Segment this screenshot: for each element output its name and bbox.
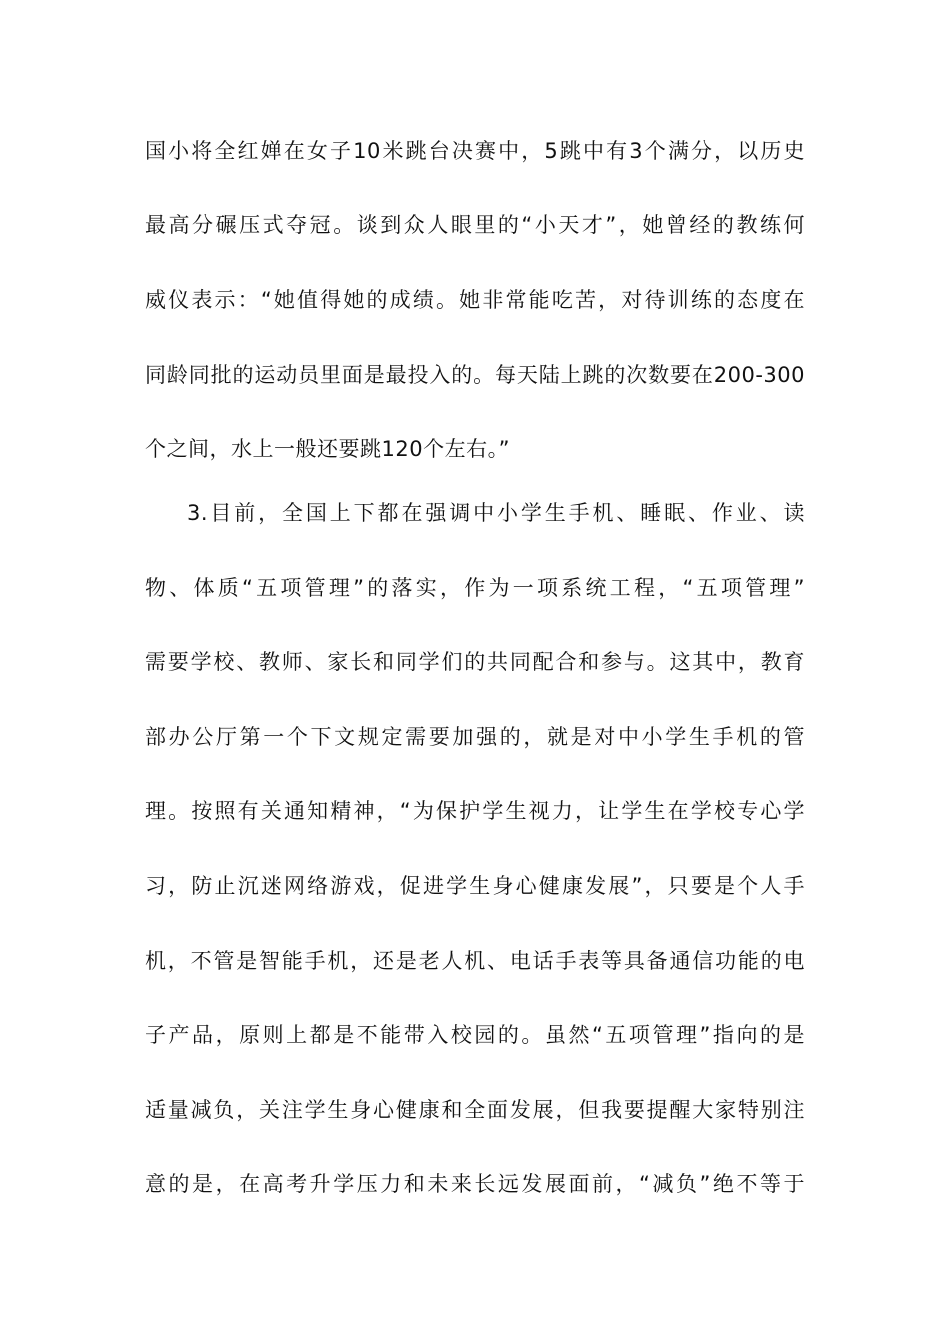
- text-line: 习，防止沉迷网络游戏，促进学生身心健康发展”，只要是个人手: [145, 874, 805, 898]
- text-line: 子产品，原则上都是不能带入校园的。虽然“五项管理”指向的是: [145, 1023, 805, 1047]
- text-line: 机，不管是智能手机，还是老人机、电话手表等具备通信功能的电: [145, 949, 805, 973]
- text-line: 适量减负，关注学生身心健康和全面发展，但我要提醒大家特别注: [145, 1098, 805, 1122]
- text-line: 国小将全红婵在女子10米跳台决赛中，5跳中有3个满分，以历史: [145, 139, 805, 163]
- paragraph-first-line: 3.目前，全国上下都在强调中小学生手机、睡眠、作业、读: [187, 501, 805, 525]
- text-line: 部办公厅第一个下文规定需要加强的，就是对中小学生手机的管: [145, 725, 805, 749]
- text-line: 同龄同批的运动员里面是最投入的。每天陆上跳的次数要在200-300: [145, 363, 805, 387]
- text-line: 威仪表示：“她值得她的成绩。她非常能吃苦，对待训练的态度在: [145, 288, 805, 312]
- text-line: 意的是，在高考升学压力和未来长远发展面前，“减负”绝不等于: [145, 1172, 805, 1196]
- text-line: 需要学校、教师、家长和同学们的共同配合和参与。这其中，教育: [145, 650, 805, 674]
- text-line: 个之间，水上一般还要跳120个左右。”: [145, 437, 510, 461]
- text-line: 物、体质“五项管理”的落实，作为一项系统工程，“五项管理”: [145, 576, 805, 600]
- text-line: 理。按照有关通知精神，“为保护学生视力，让学生在学校专心学: [145, 799, 805, 823]
- text-line: 最高分碾压式夺冠。谈到众人眼里的“小天才”，她曾经的教练何: [145, 213, 805, 237]
